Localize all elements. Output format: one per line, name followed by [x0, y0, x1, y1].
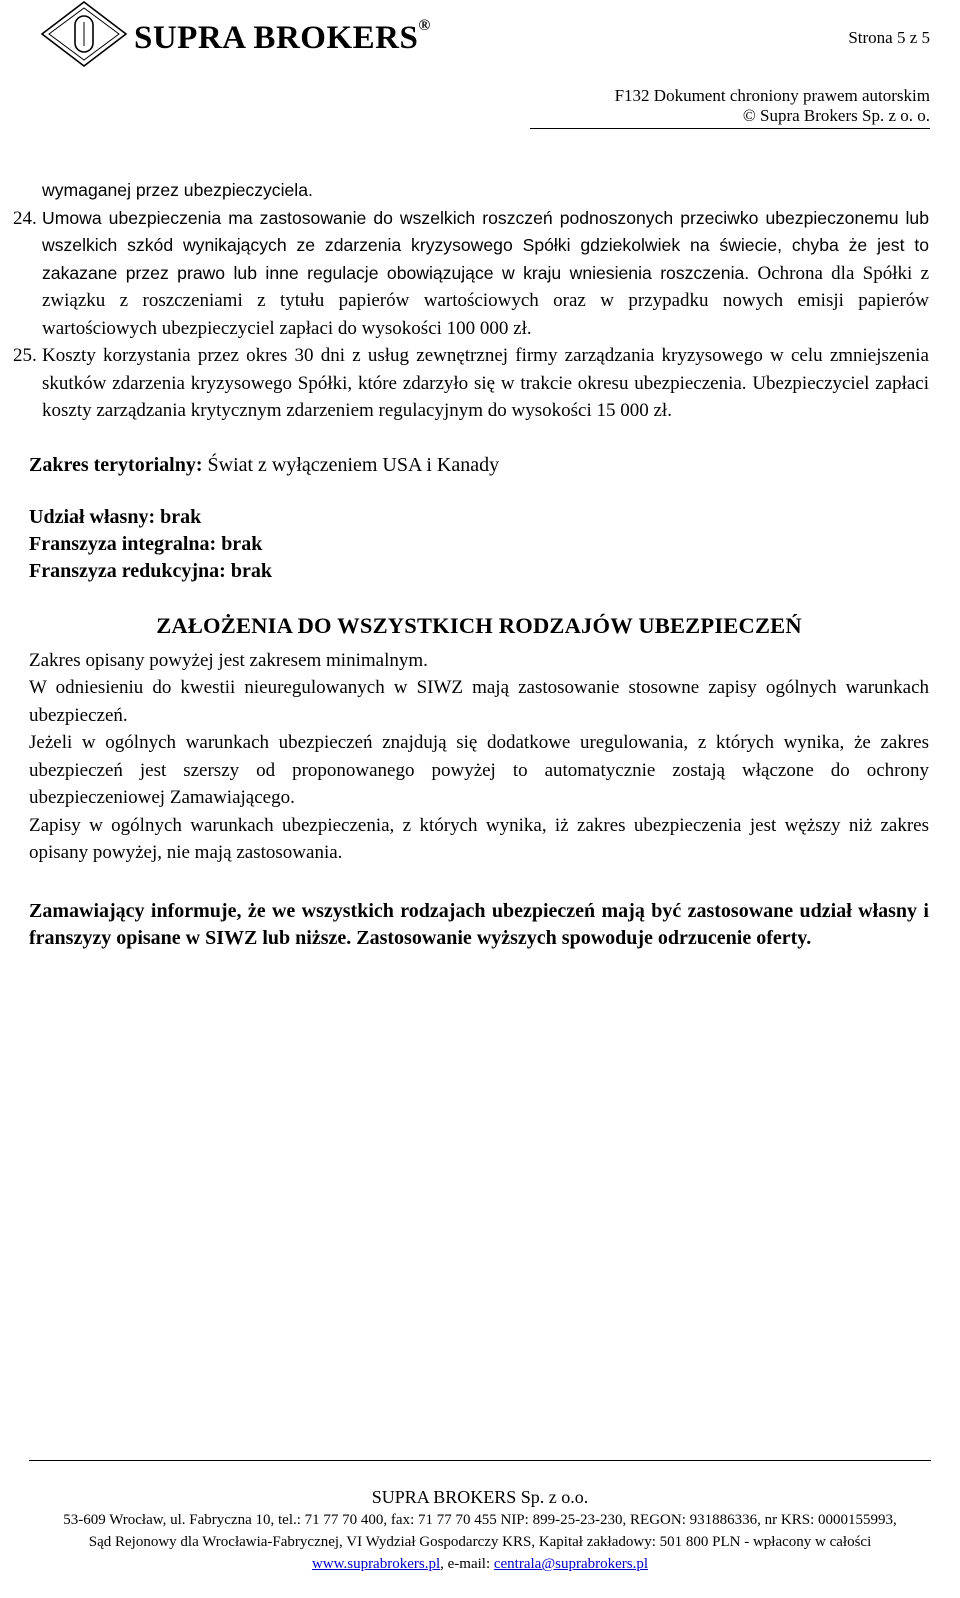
franchise-reductive-line: Franszyza redukcyjna: brak — [29, 559, 272, 582]
clause-text: Koszty korzystania przez okres 30 dni z usług zewnętrznej firmy zarządzania kryzysowego w celu zmniejszenia skutków zdarzenia kryzysowego Spółki, które zdarzyło się w trakcie okresu ubezpieczenia. Ubezpieczyciel zapłaci koszty zarządzania krytycznym zdarzeniem regulacyjnym do wysokości 15 000 zł. — [42, 345, 929, 421]
assumption-paragraph-3: Jeżeli w ogólnych warunkach ubezpieczeń znajdują się dodatkowe uregulowania, z których wynika, że zakres ubezpieczeń jest szerszy od proponowanego powyżej to automatycznie zostają włączone do ochrony ubezpieczeniowej Zamawiającego. — [29, 732, 929, 808]
assumption-paragraph-4: Zapisy w ogólnych warunkach ubezpieczenia, z których wynika, iż zakres ubezpieczenia jest węższy niż zakres opisany powyżej, nie mają zastosowania. — [29, 814, 929, 863]
clause-24-part-1: Umowa ubezpieczenia ma zastosowanie do wszelkich roszczeń podnoszonych przeciwko ubezpieczonemu lub wszelkich szkód wynikających ze zdarzenia kryzysowego Spółki gdziekolwiek na świecie, chyba że jest to zakazane przez prawo lub inne regulacje obowiązujące w kraju wniesienia roszczenia. — [42, 207, 929, 283]
continuation-text: wymaganej przez ubezpieczyciela. — [42, 180, 313, 200]
website-link[interactable]: www.suprabrokers.pl — [311, 1556, 441, 1572]
supra-logo-icon — [38, 0, 130, 68]
footer-contact — [0, 1556, 960, 1573]
clause-number: 25. — [13, 345, 37, 366]
header-divider — [530, 128, 930, 129]
footer-company: SUPRA BROKERS Sp. z o.o. — [371, 1487, 589, 1507]
brand-name: SUPRA BROKERS® — [134, 17, 431, 56]
territory-value: Świat z wyłączeniem USA i Kanady — [202, 453, 500, 476]
registered-mark: ® — [418, 17, 431, 34]
clause-24-part-2: Ochrona dla Spółki z związku z roszczeniami z tytułu papierów wartościowych oraz w przypadku nowych emisji papierów wartościowych ubezpieczyciel zapłaci do wysokości 100 000 zł. — [42, 262, 929, 339]
header-document-note: F132 Dokument chroniony prawem autorskim — [614, 86, 930, 105]
footer-address: 53-609 Wrocław, ul. Fabryczna 10, tel.: 71 77 70 400, fax: 71 77 70 455 NIP: 899-25-23-230, REGON: 931886336, nr KRS: 0000155993, — [63, 1512, 897, 1528]
page-number: Strona 5 z 5 — [848, 28, 930, 47]
final-notice: Zamawiający informuje, że we wszystkich rodzajach ubezpieczeń mają być zastosowane udział własny i franszyzy opisane w SIWZ lub niższe. Zastosowanie wyższych spowoduje odrzucenie oferty. — [29, 899, 929, 949]
clause-list — [13, 205, 929, 425]
clause-25 — [13, 342, 929, 425]
deductibles-block — [29, 504, 929, 585]
document-body — [13, 177, 929, 953]
email-label: , e-mail: — [440, 1556, 494, 1572]
footer-court: Sąd Rejonowy dla Wrocławia-Fabrycznej, VI Wydział Gospodarczy KRS, Kapitał zakładowy: 501 800 PLN - wpłacony w całości — [88, 1534, 872, 1550]
assumption-paragraph-1: Zakres opisany powyżej jest zakresem minimalnym. — [29, 649, 428, 671]
deductible-line: Udział własny: brak — [29, 505, 202, 528]
assumption-paragraph-2: W odniesieniu do kwestii nieuregulowanych w SIWZ mają zastosowanie stosowne zapisy ogólnych warunkach ubezpieczeń. — [29, 677, 929, 726]
header-copyright: © Supra Brokers Sp. z o. o. — [742, 106, 930, 125]
clause-number: 24. — [13, 207, 37, 229]
territory-line — [29, 451, 929, 479]
footer-divider — [29, 1460, 931, 1461]
email-link[interactable]: centrala@suprabrokers.pl — [493, 1556, 649, 1572]
clause-24 — [13, 205, 929, 343]
section-heading: ZAŁOŻENIA DO WSZYSTKICH RODZAJÓW UBEZPIECZEŃ — [156, 612, 802, 638]
clause-text — [42, 205, 929, 343]
territory-label: Zakres terytorialny: — [29, 453, 203, 476]
franchise-integral-line: Franszyza integralna: brak — [29, 532, 263, 555]
